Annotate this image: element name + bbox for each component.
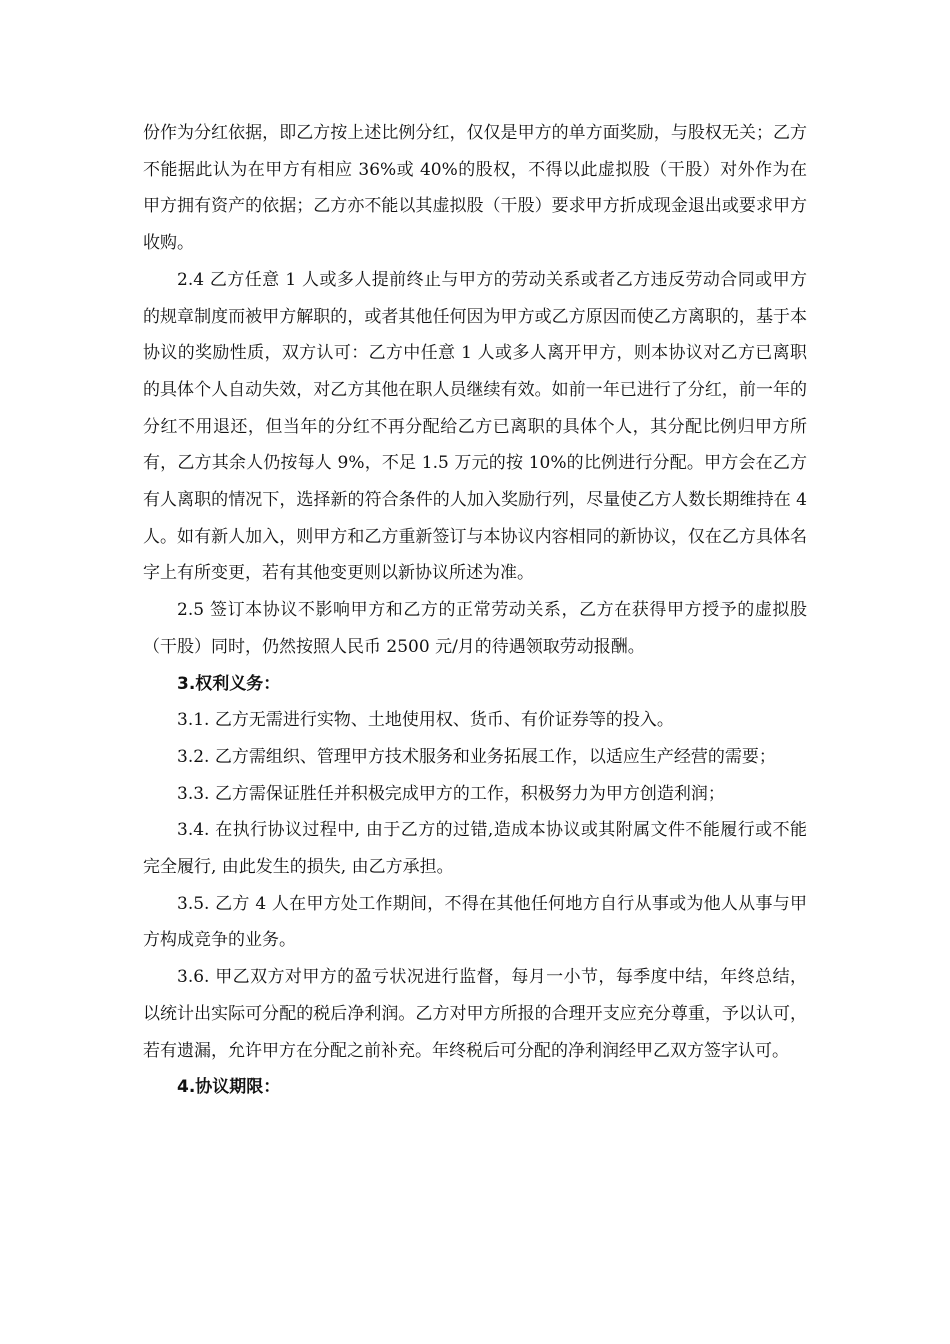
paragraph-clause-3-6: 3.6. 甲乙双方对甲方的盈亏状况进行监督，每月一小节，每季度中结，年终总结，以统计出实际可分配的税后净利润。乙方对甲方所报的合理开支应充分尊重，予以认可，若有遗漏，允许甲方在分配之前补充。年终税后可分配的净利润经甲乙双方签字认可。: [143, 967, 807, 1061]
paragraph-clause-3-3: 3.3. 乙方需保证胜任并积极完成甲方的工作，积极努力为甲方创造利润；: [177, 783, 725, 804]
paragraph-clause-2-5: 2.5 签订本协议不影响甲方和乙方的正常劳动关系，乙方在获得甲方授予的虚拟股（干股）同时，仍然按照人民币 2500 元/月的待遇领取劳动报酬。: [143, 600, 807, 657]
paragraph-clause-2-4: 2.4 乙方任意 1 人或多人提前终止与甲方的劳动关系或者乙方违反劳动合同或甲方的规章制度而被甲方解职的，或者其他任何因为甲方或乙方原因而使乙方离职的，基于本协议的奖励性质，双方认可：乙方中任意 1 人或多人离开甲方，则本协议对乙方已离职的具体个人自动失效，对乙方其他在职人员继续有效。如前一年已进行了分红，前一年的分红不用退还，但当年的分红不再分配给乙方已离职的具体个人，其分配比例归甲方所有，乙方其余人仍按每人 9%，不足 1.5 万元的按 10%的比例进行分配。甲方会在乙方有人离职的情况下，选择新的符合条件的人加入奖励行列，尽量使乙方人数长期维持在 4 人。如有新人加入，则甲方和乙方重新签订与本协议内容相同的新协议，仅在乙方具体名字上有所变更，若有其他变更则以新协议所述为准。: [143, 269, 807, 584]
heading-agreement-term: 4.协议期限：: [177, 1077, 281, 1098]
paragraph-clause-3-5: 3.5. 乙方 4 人在甲方处工作期间，不得在其他任何地方自行从事或为他人从事与甲方构成竞争的业务。: [143, 893, 807, 951]
paragraph-clause-3-1: 3.1. 乙方无需进行实物、土地使用权、货币、有价证券等的投入。: [177, 710, 674, 731]
heading-rights-obligations: 3.权利义务：: [177, 673, 281, 694]
document-body: [143, 115, 807, 1106]
paragraph-clause-3-2: 3.2. 乙方需组织、管理甲方技术服务和业务拓展工作，以适应生产经营的需要；: [177, 746, 776, 767]
paragraph-dividend-basis: 份作为分红依据，即乙方按上述比例分红，仅仅是甲方的单方面奖励，与股权无关；乙方不能据此认为在甲方有相应 36%或 40%的股权，不得以此虚拟股（干股）对外作为在甲方拥有资产的依据；乙方亦不能以其虚拟股（干股）要求甲方折成现金退出或要求甲方收购。: [143, 123, 807, 254]
paragraph-clause-3-4: 3.4. 在执行协议过程中, 由于乙方的过错,造成本协议或其附属文件不能履行或不能完全履行, 由此发生的损失, 由乙方承担。: [143, 820, 807, 878]
